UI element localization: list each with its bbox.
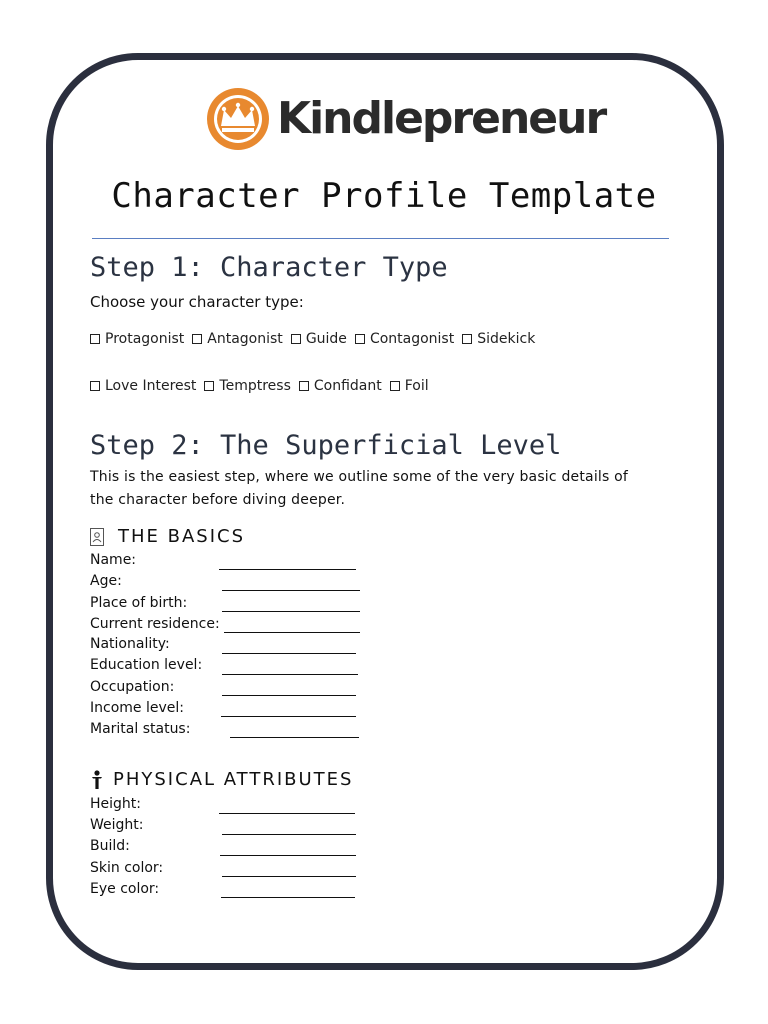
checkbox[interactable]: [90, 381, 100, 391]
option-protagonist[interactable]: Protagonist: [90, 331, 184, 347]
field-label-weight: Weight:: [90, 817, 144, 833]
option-antagonist[interactable]: Antagonist: [192, 331, 283, 347]
field-label-eye-color: Eye color:: [90, 881, 160, 897]
field-input-height[interactable]: [219, 813, 355, 814]
field-input-income-level[interactable]: [221, 716, 356, 717]
crown-logo-icon: [205, 86, 271, 152]
basics-heading: THE BASICS: [90, 526, 245, 547]
field-input-occupation[interactable]: [222, 695, 356, 696]
field-label-education-level: Education level:: [90, 657, 203, 673]
option-love-interest[interactable]: Love Interest: [90, 378, 196, 394]
field-input-name[interactable]: [219, 569, 356, 570]
field-input-build[interactable]: [220, 855, 356, 856]
option-contagonist[interactable]: Contagonist: [355, 331, 454, 347]
field-label-height: Height:: [90, 796, 141, 812]
field-label-occupation: Occupation:: [90, 679, 175, 695]
checkbox[interactable]: [291, 334, 301, 344]
field-input-skin-color[interactable]: [222, 876, 356, 877]
field-label-income-level: Income level:: [90, 700, 184, 716]
field-input-current-residence[interactable]: [224, 632, 360, 633]
step2-heading: Step 2: The Superficial Level: [90, 430, 562, 461]
logo-wordmark: Kindlepreneur: [277, 93, 606, 144]
field-label-nationality: Nationality:: [90, 636, 170, 652]
field-input-place-of-birth[interactable]: [222, 611, 360, 612]
field-input-weight[interactable]: [222, 834, 356, 835]
checkbox[interactable]: [192, 334, 202, 344]
field-input-marital-status[interactable]: [230, 737, 359, 738]
option-confidant[interactable]: Confidant: [299, 378, 382, 394]
field-label-build: Build:: [90, 838, 130, 854]
option-temptress[interactable]: Temptress: [204, 378, 290, 394]
character-type-row-2: [90, 378, 437, 394]
option-guide[interactable]: Guide: [291, 331, 347, 347]
checkbox[interactable]: [462, 334, 472, 344]
field-label-age: Age:: [90, 573, 122, 589]
option-foil[interactable]: Foil: [390, 378, 429, 394]
physical-heading: PHYSICAL ATTRIBUTES: [90, 769, 353, 790]
field-label-skin-color: Skin color:: [90, 860, 164, 876]
field-label-place-of-birth: Place of birth:: [90, 595, 188, 611]
field-input-age[interactable]: [222, 590, 360, 591]
checkbox[interactable]: [355, 334, 365, 344]
field-label-name: Name:: [90, 552, 137, 568]
kindlepreneur-logo: [205, 84, 605, 154]
title-divider: [92, 238, 669, 239]
step2-intro: This is the easiest step, where we outline some of the very basic details of the character before diving deeper.: [90, 469, 629, 508]
profile-card-icon: [90, 528, 104, 546]
checkbox[interactable]: [390, 381, 400, 391]
checkbox[interactable]: [299, 381, 309, 391]
checkbox[interactable]: [204, 381, 214, 391]
field-label-current-residence: Current residence:: [90, 616, 220, 632]
field-input-nationality[interactable]: [222, 653, 356, 654]
person-icon: [90, 770, 104, 790]
document-title: Character Profile Template: [111, 176, 657, 216]
character-type-row-1: [90, 331, 543, 347]
field-input-eye-color[interactable]: [221, 897, 355, 898]
field-input-education-level[interactable]: [222, 674, 358, 675]
checkbox[interactable]: [90, 334, 100, 344]
field-label-marital-status: Marital status:: [90, 721, 191, 737]
option-sidekick[interactable]: Sidekick: [462, 331, 535, 347]
step1-heading: Step 1: Character Type: [90, 252, 448, 283]
step1-prompt: Choose your character type:: [90, 293, 304, 311]
